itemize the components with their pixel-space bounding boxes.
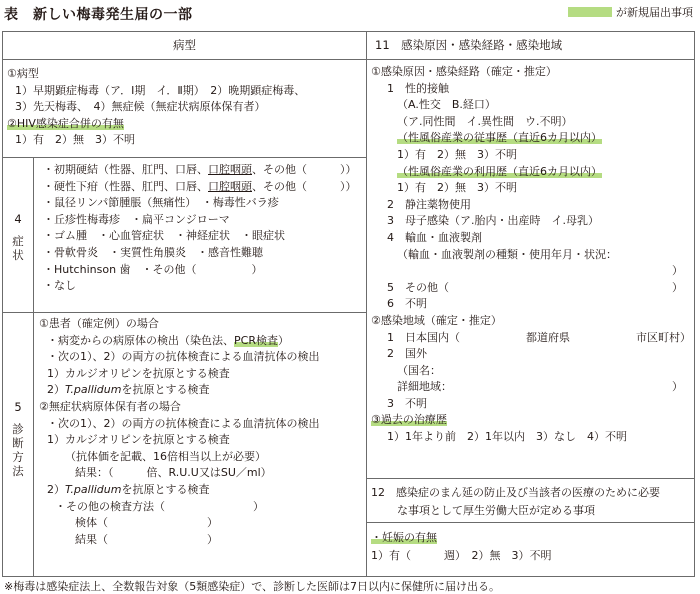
diagnosis-row-number: 5 (14, 400, 22, 414)
section-disease-type (7, 66, 305, 149)
region-unknown: 3 不明 (387, 396, 427, 410)
transfusion-detail: （輸血・血液製剤の種類・使用年月・状況： (397, 247, 617, 261)
diagnosis-row-text: 診断方法 (12, 422, 24, 478)
diag-titer-result: 結果：（ 倍、R.U.U又はSU／ml） (75, 466, 272, 480)
row-divider-12 (366, 478, 694, 479)
infection-sexual-type: （A.性交 B.経口） (397, 98, 496, 112)
region-country: （国名： (397, 363, 441, 377)
symptom-line-8: ・なし (43, 279, 76, 293)
legend-swatch (568, 7, 612, 17)
section-12-line-2: な事項として厚生労働大臣が定める事項 (397, 504, 595, 517)
disease-type-line-1: 1）早期顕症梅毒（ア．Ⅰ期 イ．Ⅱ期） 2）晩期顕症梅毒、 (15, 83, 306, 97)
symptom-chancre-oral: 口腔咽頭 (208, 163, 252, 176)
header-infection: 11 感染原因・感染経路・感染地域 (375, 32, 675, 59)
diag-patient-heading: ①患者（確定例）の場合 (39, 317, 159, 330)
diag-pcr: PCR検査 (234, 333, 278, 347)
column-divider (366, 32, 367, 576)
infection-other-close: ） (672, 280, 683, 294)
row-divider-symptom (3, 157, 366, 158)
diag-carrier-cardiolipin: 1）カルジオリピンを抗原とする検査 (47, 433, 230, 447)
diag-pathogen-a: ・病変からの病原体の検出（染色法、 (47, 333, 234, 347)
infection-cause-heading: ①感染原因・感染経路（確定・推定） (371, 65, 557, 78)
legend-label: が新規届出事項 (616, 6, 693, 19)
section-pregnancy (371, 529, 552, 565)
infection-sexual: 1 性的接触 (387, 81, 449, 95)
symptom-line-5: ・ゴム腫 ・心血管症状 ・神経症状 ・眼症状 (43, 229, 285, 243)
diag-cardiolipin: 1）カルジオリピンを抗原とする検査 (47, 366, 230, 380)
page-title: 表 新しい梅毒発生届の一部 (4, 7, 193, 23)
section-infection (371, 64, 689, 446)
infection-partner: （ア.同性間 イ.異性間 ウ.不明） (397, 114, 573, 128)
label-column-divider (33, 157, 34, 576)
symptom-chancre-c: 、その他（ ）） (252, 163, 357, 176)
sex-industry-use-options: 1）有 2）無 3）不明 (397, 181, 517, 195)
symptom-hard-chancre-c: 、その他（ ）） (252, 179, 357, 193)
infection-transfusion: 4 輸血・血液製剤 (387, 230, 482, 244)
infection-mother-child: 3 母子感染（ア.胎内・出産時 イ.母乳） (387, 214, 599, 228)
transfusion-close: ） (672, 264, 683, 278)
disease-type-heading: ①病型 (7, 67, 39, 80)
notification-table (2, 31, 695, 577)
header-divider (3, 59, 694, 60)
diag-result: 結果（ ） (75, 532, 218, 546)
diag-specimen: 検体（ ） (75, 516, 218, 530)
symptom-line-6: ・骨軟骨炎 ・実質性角膜炎 ・感音性難聴 (43, 245, 263, 259)
diag-carrier-tp-a: 2） (47, 482, 65, 496)
diag-carrier-tp-c: を抗原とする検査 (121, 482, 210, 496)
infection-other: 5 その他（ (387, 280, 449, 294)
symptom-line-4: ・丘疹性梅毒疹 ・扁平コンジローマ (43, 212, 230, 226)
region-abroad: 2 国外 (387, 347, 427, 361)
row-divider-diagnosis (3, 312, 366, 313)
diag-tp-a: 2） (47, 383, 65, 397)
diagnosis-row-label (3, 400, 33, 478)
section-12-line-1: 12 感染症のまん延の防止及び当該者の医療のために必要 (371, 486, 660, 499)
symptom-line-3: ・鼠径リンパ節腫脹（無痛性） ・梅毒性バラ疹 (43, 196, 279, 210)
treatment-history-options: 1）1年より前 2）1年以内 3）なし 4）不明 (387, 430, 627, 444)
diag-pathogen-c: ） (277, 333, 289, 347)
infection-unknown: 6 不明 (387, 297, 427, 311)
region-detail: 詳細地域： (397, 380, 452, 394)
hiv-question: ②HIV感染症合併の有無 (7, 116, 124, 130)
symptom-line-7: ・Hutchinson 歯 ・その他（ ） (43, 262, 263, 276)
sex-industry-work: （性風俗産業の従事歴（直近6カ月以内） (397, 131, 602, 145)
diag-carrier-tp-name: T.pallidum (65, 482, 122, 496)
symptom-row-label (3, 212, 33, 262)
symptom-hard-chancre-a: ・硬性下疳（性器、肛門、口唇、 (43, 179, 208, 193)
symptom-row-text: 症状 (12, 234, 24, 262)
diag-carrier-antibody: ・次の1）、2）の両方の抗体検査による血清抗体の検出 (47, 416, 320, 430)
infection-iv-drug: 2 静注薬物使用 (387, 197, 471, 211)
pregnancy-options: 1）有（ 週） 2）無 3）不明 (371, 549, 552, 562)
region-detail-close: ） (672, 380, 683, 394)
section-12 (371, 484, 660, 520)
diag-carrier-heading: ②無症状病原体保有者の場合 (39, 399, 181, 413)
sex-industry-use: （性風俗産業の利用歴（直近6カ月以内） (397, 164, 602, 178)
row-divider-pregnancy (366, 522, 694, 523)
section-diagnosis (39, 316, 320, 548)
diag-tp-c: を抗原とする検査 (121, 383, 210, 397)
diag-titer-note: （抗体価を記載、16倍相当以上が必要） (65, 449, 266, 463)
symptom-hard-chancre-oral: 口腔咽頭 (208, 179, 252, 193)
diag-antibody-detect: ・次の1）、2）の両方の抗体検査による血清抗体の検出 (47, 350, 320, 364)
region-domestic: 1 日本国内（ 都道府県 市区町村） (387, 330, 691, 344)
diag-other-method: ・その他の検査方法（ ） (55, 499, 264, 513)
header-disease-type: 病型 (4, 32, 365, 59)
footnote: ※梅毒は感染症法上、全数報告対象（5類感染症）で、診断した医師は7日以内に保健所に届け出る。 (4, 580, 500, 593)
treatment-history: ③過去の治療歴 (371, 413, 447, 427)
pregnancy-question: ・妊娠の有無 (371, 531, 437, 544)
hiv-options: 1）有 2）無 3）不明 (15, 133, 135, 147)
sex-industry-work-options: 1）有 2）無 3）不明 (397, 147, 517, 161)
symptom-chancre-a: ・初期硬結（性器、肛門、口唇、 (43, 163, 208, 176)
diag-tp-name: T.pallidum (65, 383, 122, 397)
disease-type-line-2: 3）先天梅毒、 4）無症候（無症状病原体保有者） (15, 100, 266, 114)
section-symptoms (43, 162, 357, 295)
symptom-row-number: 4 (14, 212, 22, 226)
infection-region-heading: ②感染地域（確定・推定） (371, 313, 502, 327)
